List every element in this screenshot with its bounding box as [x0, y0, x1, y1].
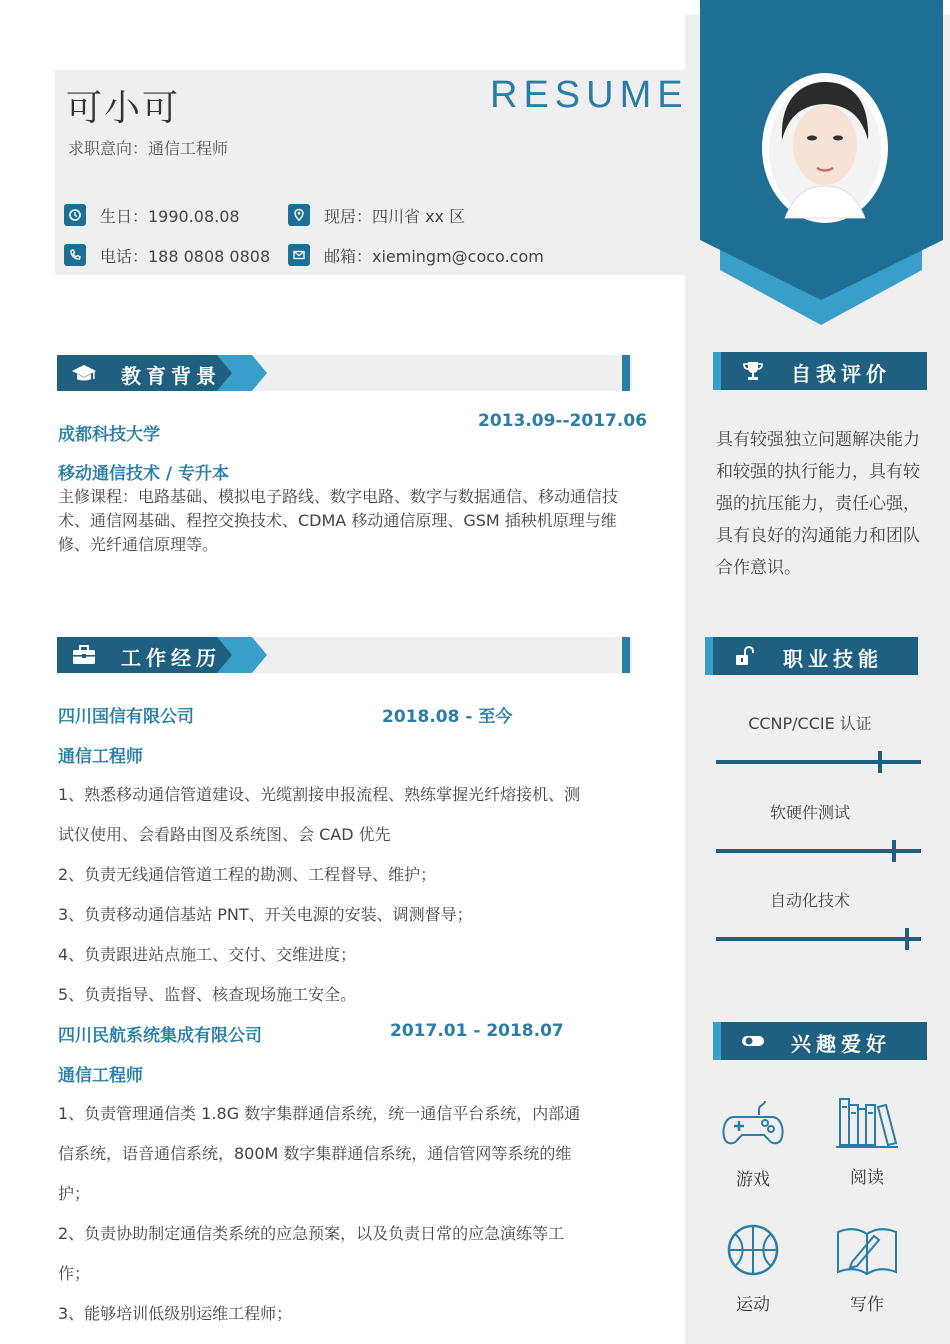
candidate-name: 可小可: [66, 88, 181, 129]
hobby-label: 运动: [736, 1295, 770, 1315]
job1-duty-line: 试仪使用、会看路由图及系统图、会 CAD 优先: [58, 825, 391, 844]
hobby-label: 游戏: [736, 1170, 770, 1190]
trophy-icon: [741, 360, 765, 382]
job2-company: 四川民航系统集成有限公司: [58, 1026, 262, 1046]
birth-text: 生日：1990.08.08: [100, 206, 240, 226]
skill-name: CCNP/CCIE 认证: [748, 714, 872, 733]
courses-text: 主修课程：电路基础、模拟电子路线、数字电路、数字与数据通信、移动通信技术、通信网基础、程控交换技术、CDMA 移动通信原理、GSM 插秧机原理与维修、光纤通信原理等。: [58, 487, 619, 554]
resume-label: RESUME: [490, 74, 689, 116]
job2-duty-line: 作；: [58, 1264, 91, 1283]
hobby-writing: [822, 1220, 912, 1315]
phone-icon: [64, 244, 86, 266]
self-eval-title: 自我评价: [791, 362, 891, 386]
skills-title: 职业技能: [783, 647, 883, 671]
skill-name: 自动化技术: [769, 891, 850, 910]
birth-info: [64, 204, 240, 226]
books-icon: [834, 1093, 900, 1153]
hobby-sports: [708, 1220, 798, 1315]
self-eval-text: 具有较强独立问题解决能力和较强的执行能力，具有较强的抗压能力，责任心强，具有良好的沟通能力和团队合作意识。: [716, 430, 920, 578]
major-name: 移动通信技术 / 专升本: [58, 464, 230, 484]
job-intent: 求职意向：通信工程师: [68, 139, 229, 158]
map-pin-icon: [288, 204, 310, 226]
phone-info: [64, 244, 270, 266]
email-text: 邮箱：xiemingm@coco.com: [324, 246, 544, 266]
job1-duty-line: 2、负责无线通信管道工程的勘测、工程督导、维护；: [58, 865, 437, 884]
job1-company: 四川国信有限公司: [58, 707, 194, 727]
education-period: 2013.09--2017.06: [478, 411, 647, 431]
job2-role: 通信工程师: [58, 1066, 143, 1086]
hobbies-title: 兴趣爱好: [791, 1032, 891, 1056]
gamepad-icon: [720, 1095, 786, 1155]
skill-level-marker: [892, 840, 896, 862]
education-section-header: [57, 355, 632, 391]
job1-duty-line: 4、负责跟进站点施工、交付、交维进度；: [58, 945, 357, 964]
skill-bar: [716, 760, 921, 764]
job2-duty-line: 2、负责协助制定通信类系统的应急预案，以及负责日常的应急演练等工: [58, 1224, 565, 1243]
toggle-icon: [741, 1030, 765, 1052]
envelope-icon: [288, 244, 310, 266]
writing-book-icon: [834, 1220, 900, 1280]
location-text: 现居：四川省 xx 区: [324, 206, 466, 226]
email-info: [288, 244, 544, 266]
self-eval-header: [713, 352, 927, 390]
job1-duty-line: 3、负责移动通信基站 PNT、开关电源的安装、调测督导；: [58, 905, 473, 924]
job2-duty-line: 3、能够培训低级别运维工程师；: [58, 1304, 293, 1323]
unlock-icon: [733, 645, 757, 667]
briefcase-icon: [71, 644, 97, 666]
phone-text: 电话：188 0808 0808: [100, 246, 271, 266]
school-name: 成都科技大学: [58, 425, 160, 445]
hobby-gaming: [708, 1095, 798, 1190]
skill-name: 软硬件测试: [769, 803, 850, 822]
photo-banner: [700, 0, 943, 330]
hobby-label: 阅读: [850, 1168, 884, 1188]
job2-duty-line: 护；: [58, 1184, 91, 1203]
job2-period: 2017.01 - 2018.07: [390, 1021, 564, 1041]
job1-period: 2018.08 - 至今: [382, 707, 513, 727]
location-info: [288, 204, 465, 226]
graduation-cap-icon: [71, 362, 97, 384]
skills-header: [705, 637, 918, 675]
clock-icon: [64, 204, 86, 226]
basketball-icon: [720, 1220, 786, 1280]
skill-level-marker: [905, 928, 909, 950]
work-section-header: [57, 637, 632, 673]
hobby-label: 写作: [850, 1295, 884, 1315]
skill-level-marker: [878, 751, 882, 773]
job2-duty-line: 1、负责管理通信类 1.8G 数字集群通信系统，统一通信平台系统，内部通: [58, 1104, 581, 1123]
job2-duty-line: 信系统，语音通信系统，800M 数字集群通信系统，通信管网等系统的维: [58, 1144, 572, 1163]
work-title: 工作经历: [121, 646, 221, 670]
hobby-reading: [822, 1093, 912, 1188]
job1-role: 通信工程师: [58, 747, 143, 767]
job1-duty-line: 1、熟悉移动通信管道建设、光缆割接申报流程、熟练掌握光纤熔接机、测: [58, 785, 581, 804]
job1-duty-line: 5、负责指导、监督、核查现场施工安全。: [58, 985, 357, 1004]
education-title: 教育背景: [121, 364, 221, 388]
hobbies-header: [713, 1022, 927, 1060]
skill-bar: [716, 937, 921, 941]
skill-bar: [716, 849, 921, 853]
